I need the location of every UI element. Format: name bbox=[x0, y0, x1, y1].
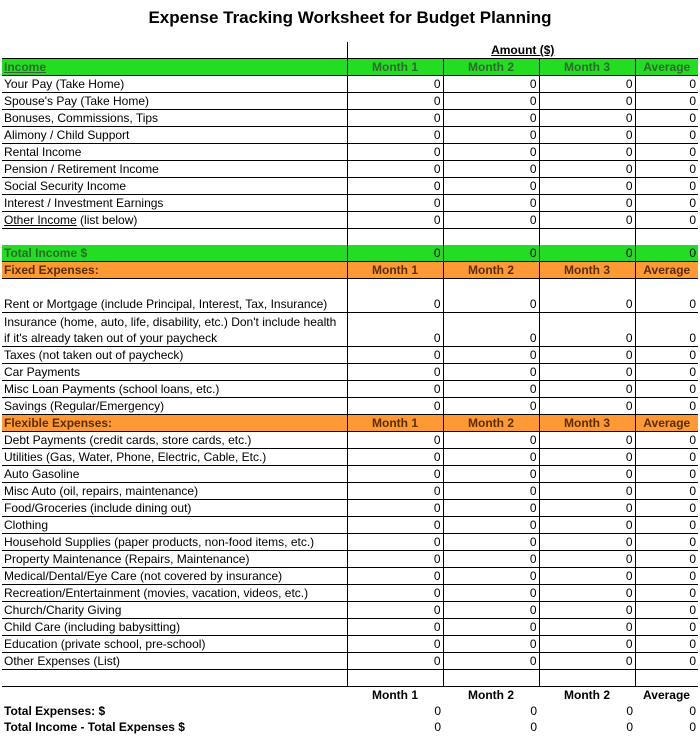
flexible-col-header: Average bbox=[635, 415, 698, 432]
summary-col-header: Month 2 bbox=[539, 687, 635, 704]
flexible-row-label: Medical/Dental/Eye Care (not covered by insurance) bbox=[2, 568, 347, 585]
income-value-cell[interactable]: 0 bbox=[539, 76, 635, 93]
flexible-value-cell[interactable]: 0 bbox=[443, 636, 539, 653]
fixed-value-cell[interactable]: 0 bbox=[347, 347, 443, 364]
flexible-value-cell[interactable]: 0 bbox=[443, 466, 539, 483]
income-value-cell[interactable]: 0 bbox=[443, 212, 539, 229]
income-row bbox=[2, 76, 698, 93]
flexible-value-cell[interactable]: 0 bbox=[347, 619, 443, 636]
income-value-cell[interactable]: 0 bbox=[443, 93, 539, 110]
flexible-value-cell[interactable]: 0 bbox=[443, 602, 539, 619]
fixed-row-label: Rent or Mortgage (include Principal, Interest, Tax, Insurance) bbox=[2, 279, 347, 313]
flexible-value-cell[interactable]: 0 bbox=[539, 432, 635, 449]
flexible-col-header: Month 2 bbox=[443, 415, 539, 432]
summary-col-header: Month 2 bbox=[443, 687, 539, 704]
income-value-cell[interactable]: 0 bbox=[539, 212, 635, 229]
flexible-row-label: Debt Payments (credit cards, store cards, etc.) bbox=[2, 432, 347, 449]
fixed-value-cell[interactable]: 0 bbox=[635, 398, 698, 415]
flexible-row-label: Child Care (including babysitting) bbox=[2, 619, 347, 636]
total-income-value: 0 bbox=[539, 245, 635, 262]
income-value-cell[interactable]: 0 bbox=[347, 178, 443, 195]
income-row bbox=[2, 110, 698, 127]
other-income-note: (list below) bbox=[76, 213, 138, 227]
income-value-cell[interactable]: 0 bbox=[443, 110, 539, 127]
blank-row bbox=[2, 670, 698, 687]
fixed-value-cell[interactable]: 0 bbox=[635, 381, 698, 398]
flexible-row bbox=[2, 500, 698, 517]
fixed-value-cell[interactable]: 0 bbox=[347, 398, 443, 415]
flexible-value-cell[interactable]: 0 bbox=[635, 466, 698, 483]
flexible-value-cell[interactable]: 0 bbox=[539, 653, 635, 670]
other-income-link: Other Income bbox=[4, 213, 77, 227]
flexible-value-cell[interactable]: 0 bbox=[539, 534, 635, 551]
flexible-value-cell[interactable]: 0 bbox=[635, 619, 698, 636]
flexible-row-label: Food/Groceries (include dining out) bbox=[2, 500, 347, 517]
flexible-value-cell[interactable]: 0 bbox=[443, 653, 539, 670]
flexible-value-cell[interactable]: 0 bbox=[539, 568, 635, 585]
fixed-header-row bbox=[2, 262, 698, 279]
income-row-label: Interest / Investment Earnings bbox=[2, 195, 347, 212]
flexible-value-cell[interactable]: 0 bbox=[539, 602, 635, 619]
income-value-cell[interactable]: 0 bbox=[539, 161, 635, 178]
flexible-value-cell[interactable]: 0 bbox=[539, 551, 635, 568]
flexible-value-cell[interactable]: 0 bbox=[347, 466, 443, 483]
flexible-value-cell[interactable]: 0 bbox=[443, 449, 539, 466]
spacer-cell bbox=[347, 670, 443, 687]
income-value-cell[interactable]: 0 bbox=[635, 93, 698, 110]
header-blank bbox=[2, 42, 347, 59]
income-row-label: Alimony / Child Support bbox=[2, 127, 347, 144]
fixed-col-header: Month 1 bbox=[347, 262, 443, 279]
flexible-value-cell[interactable]: 0 bbox=[539, 636, 635, 653]
flexible-value-cell[interactable]: 0 bbox=[539, 483, 635, 500]
amount-header: Amount ($) bbox=[347, 42, 698, 59]
income-value-cell[interactable]: 0 bbox=[539, 127, 635, 144]
income-header-row bbox=[2, 59, 698, 76]
spacer-cell bbox=[635, 229, 698, 246]
flexible-row-label: Utilities (Gas, Water, Phone, Electric, Cable, Etc.) bbox=[2, 449, 347, 466]
total-expenses-row bbox=[2, 703, 698, 719]
flexible-row-label: Recreation/Entertainment (movies, vacation, videos, etc.) bbox=[2, 585, 347, 602]
total-income-value: 0 bbox=[347, 245, 443, 262]
income-value-cell[interactable]: 0 bbox=[539, 144, 635, 161]
fixed-col-header: Month 2 bbox=[443, 262, 539, 279]
income-value-cell[interactable]: 0 bbox=[347, 110, 443, 127]
fixed-row bbox=[2, 313, 698, 347]
income-value-cell[interactable]: 0 bbox=[347, 212, 443, 229]
expense-table bbox=[2, 42, 698, 735]
flexible-value-cell[interactable]: 0 bbox=[635, 432, 698, 449]
summary-header-row bbox=[2, 687, 698, 704]
flexible-value-cell[interactable]: 0 bbox=[635, 500, 698, 517]
total-income-value: 0 bbox=[635, 245, 698, 262]
income-spacer-row bbox=[2, 229, 698, 246]
flexible-value-cell[interactable]: 0 bbox=[539, 619, 635, 636]
flexible-row bbox=[2, 534, 698, 551]
spacer-cell bbox=[2, 229, 347, 246]
fixed-value-cell[interactable]: 0 bbox=[539, 364, 635, 381]
net-value: 0 bbox=[434, 720, 441, 734]
flexible-value-cell[interactable]: 0 bbox=[443, 551, 539, 568]
income-row-label: Your Pay (Take Home) bbox=[2, 76, 347, 93]
fixed-row-label: Car Payments bbox=[2, 364, 347, 381]
net-value: 0 bbox=[626, 720, 633, 734]
flexible-row bbox=[2, 432, 698, 449]
fixed-row-label: Misc Loan Payments (school loans, etc.) bbox=[2, 381, 347, 398]
flexible-row-label: Household Supplies (paper products, non-food items, etc.) bbox=[2, 534, 347, 551]
income-value-cell[interactable]: 0 bbox=[539, 110, 635, 127]
fixed-row bbox=[2, 279, 698, 313]
flexible-row bbox=[2, 466, 698, 483]
income-row bbox=[2, 127, 698, 144]
flexible-row bbox=[2, 517, 698, 534]
fixed-row-label: Savings (Regular/Emergency) bbox=[2, 398, 347, 415]
income-row-label: Bonuses, Commissions, Tips bbox=[2, 110, 347, 127]
flexible-value-cell[interactable]: 0 bbox=[635, 636, 698, 653]
income-value-cell[interactable]: 0 bbox=[347, 195, 443, 212]
flexible-value-cell[interactable]: 0 bbox=[347, 568, 443, 585]
income-row bbox=[2, 178, 698, 195]
flexible-heading: Flexible Expenses: bbox=[2, 415, 347, 432]
page-title: Expense Tracking Worksheet for Budget Planning bbox=[148, 8, 552, 27]
flexible-row bbox=[2, 568, 698, 585]
flexible-row bbox=[2, 585, 698, 602]
flexible-value-cell[interactable]: 0 bbox=[635, 534, 698, 551]
flexible-value-cell[interactable]: 0 bbox=[347, 517, 443, 534]
flexible-value-cell[interactable]: 0 bbox=[347, 551, 443, 568]
other-income-label bbox=[2, 212, 347, 229]
income-value-cell[interactable]: 0 bbox=[443, 161, 539, 178]
flexible-row-label: Auto Gasoline bbox=[2, 466, 347, 483]
fixed-row-label: Taxes (not taken out of paycheck) bbox=[2, 347, 347, 364]
income-col-header: Average bbox=[635, 59, 698, 76]
flexible-row bbox=[2, 653, 698, 670]
spacer-cell bbox=[347, 229, 443, 246]
income-value-cell[interactable]: 0 bbox=[347, 127, 443, 144]
flexible-value-cell[interactable]: 0 bbox=[539, 449, 635, 466]
net-label: Total Income - Total Expenses $ bbox=[4, 720, 185, 734]
flexible-value-cell[interactable]: 0 bbox=[539, 466, 635, 483]
fixed-value-cell[interactable]: 0 bbox=[443, 381, 539, 398]
income-value-cell[interactable]: 0 bbox=[347, 93, 443, 110]
income-value-cell[interactable]: 0 bbox=[635, 76, 698, 93]
flexible-row bbox=[2, 551, 698, 568]
fixed-value-cell[interactable]: 0 bbox=[443, 364, 539, 381]
flexible-value-cell[interactable]: 0 bbox=[539, 585, 635, 602]
fixed-value-cell[interactable]: 0 bbox=[635, 313, 698, 347]
fixed-value-cell[interactable]: 0 bbox=[539, 398, 635, 415]
flexible-value-cell[interactable]: 0 bbox=[635, 568, 698, 585]
flexible-value-cell[interactable]: 0 bbox=[443, 500, 539, 517]
income-value-cell[interactable]: 0 bbox=[635, 178, 698, 195]
income-row bbox=[2, 93, 698, 110]
flexible-value-cell[interactable]: 0 bbox=[635, 483, 698, 500]
income-value-cell[interactable]: 0 bbox=[539, 178, 635, 195]
fixed-value-cell[interactable]: 0 bbox=[347, 381, 443, 398]
spacer-cell bbox=[443, 670, 539, 687]
net-row bbox=[2, 719, 698, 735]
income-row bbox=[2, 195, 698, 212]
income-value-cell[interactable]: 0 bbox=[635, 110, 698, 127]
net-value: 0 bbox=[689, 720, 697, 734]
flexible-value-cell[interactable]: 0 bbox=[635, 551, 698, 568]
income-col-header: Month 2 bbox=[443, 59, 539, 76]
fixed-value-cell[interactable]: 0 bbox=[539, 279, 635, 313]
flexible-row bbox=[2, 483, 698, 500]
total-expenses-label: Total Expenses: $ bbox=[4, 704, 106, 718]
fixed-row bbox=[2, 347, 698, 364]
fixed-value-cell[interactable]: 0 bbox=[443, 398, 539, 415]
income-value-cell[interactable]: 0 bbox=[443, 76, 539, 93]
flexible-value-cell[interactable]: 0 bbox=[443, 483, 539, 500]
flexible-value-cell[interactable]: 0 bbox=[635, 602, 698, 619]
fixed-value-cell[interactable]: 0 bbox=[443, 313, 539, 347]
fixed-row bbox=[2, 364, 698, 381]
income-value-cell[interactable]: 0 bbox=[635, 212, 698, 229]
spacer-cell bbox=[635, 670, 698, 687]
flexible-row bbox=[2, 636, 698, 653]
income-row-label: Social Security Income bbox=[2, 178, 347, 195]
income-value-cell[interactable]: 0 bbox=[347, 161, 443, 178]
income-value-cell[interactable]: 0 bbox=[635, 195, 698, 212]
fixed-value-cell[interactable]: 0 bbox=[347, 313, 443, 347]
flexible-value-cell[interactable]: 0 bbox=[443, 619, 539, 636]
total-expenses-value: 0 bbox=[434, 704, 441, 718]
flexible-row-label: Church/Charity Giving bbox=[2, 602, 347, 619]
flexible-header-row bbox=[2, 415, 698, 432]
income-value-cell[interactable]: 0 bbox=[443, 195, 539, 212]
spacer-cell bbox=[2, 670, 347, 687]
flexible-value-cell[interactable]: 0 bbox=[539, 517, 635, 534]
spacer-cell bbox=[539, 670, 635, 687]
income-row bbox=[2, 161, 698, 178]
income-row-label: Rental Income bbox=[2, 144, 347, 161]
fixed-row-label: Insurance (home, auto, life, disability, etc.) Don't include health if it's already taken out of your paycheck bbox=[2, 313, 347, 347]
fixed-value-cell[interactable]: 0 bbox=[347, 364, 443, 381]
fixed-value-cell[interactable]: 0 bbox=[443, 279, 539, 313]
income-value-cell[interactable]: 0 bbox=[635, 127, 698, 144]
net-value: 0 bbox=[530, 720, 537, 734]
fixed-row bbox=[2, 398, 698, 415]
total-expenses-value: 0 bbox=[689, 704, 697, 718]
flexible-row-label: Education (private school, pre-school) bbox=[2, 636, 347, 653]
income-row-label: Spouse's Pay (Take Home) bbox=[2, 93, 347, 110]
amount-header-row bbox=[2, 42, 698, 59]
flexible-value-cell[interactable]: 0 bbox=[443, 585, 539, 602]
flexible-row-label: Clothing bbox=[2, 517, 347, 534]
flexible-value-cell[interactable]: 0 bbox=[347, 483, 443, 500]
fixed-col-header: Average bbox=[635, 262, 698, 279]
income-heading: Income bbox=[2, 59, 347, 76]
fixed-value-cell[interactable]: 0 bbox=[635, 364, 698, 381]
income-value-cell[interactable]: 0 bbox=[539, 93, 635, 110]
flexible-row bbox=[2, 602, 698, 619]
total-expenses-value: 0 bbox=[626, 704, 633, 718]
flexible-value-cell[interactable]: 0 bbox=[347, 449, 443, 466]
flexible-col-header: Month 3 bbox=[539, 415, 635, 432]
flexible-value-cell[interactable]: 0 bbox=[347, 534, 443, 551]
income-value-cell[interactable]: 0 bbox=[635, 161, 698, 178]
flexible-value-cell[interactable]: 0 bbox=[635, 653, 698, 670]
flexible-value-cell[interactable]: 0 bbox=[443, 568, 539, 585]
spacer-cell bbox=[443, 229, 539, 246]
summary-col-header: Average bbox=[635, 687, 698, 704]
total-income-label: Total Income $ bbox=[2, 245, 347, 262]
income-col-header: Month 1 bbox=[347, 59, 443, 76]
income-value-cell[interactable]: 0 bbox=[443, 178, 539, 195]
expense-grid bbox=[2, 42, 698, 735]
fixed-value-cell[interactable]: 0 bbox=[539, 313, 635, 347]
flexible-value-cell[interactable]: 0 bbox=[347, 602, 443, 619]
total-expenses-value: 0 bbox=[530, 704, 537, 718]
flexible-row-label: Property Maintenance (Repairs, Maintenance) bbox=[2, 551, 347, 568]
flexible-value-cell[interactable]: 0 bbox=[635, 449, 698, 466]
flexible-value-cell[interactable]: 0 bbox=[443, 517, 539, 534]
income-row-other bbox=[2, 212, 698, 229]
income-value-cell[interactable]: 0 bbox=[539, 195, 635, 212]
fixed-value-cell[interactable]: 0 bbox=[635, 347, 698, 364]
flexible-value-cell[interactable]: 0 bbox=[347, 585, 443, 602]
flexible-value-cell[interactable]: 0 bbox=[443, 534, 539, 551]
flexible-value-cell[interactable]: 0 bbox=[347, 653, 443, 670]
flexible-row-label: Misc Auto (oil, repairs, maintenance) bbox=[2, 483, 347, 500]
fixed-value-cell[interactable]: 0 bbox=[539, 381, 635, 398]
fixed-value-cell[interactable]: 0 bbox=[347, 279, 443, 313]
flexible-value-cell[interactable]: 0 bbox=[539, 500, 635, 517]
fixed-value-cell[interactable]: 0 bbox=[635, 279, 698, 313]
flexible-value-cell[interactable]: 0 bbox=[443, 432, 539, 449]
fixed-heading: Fixed Expenses: bbox=[2, 262, 347, 279]
income-value-cell[interactable]: 0 bbox=[635, 144, 698, 161]
income-value-cell[interactable]: 0 bbox=[347, 76, 443, 93]
income-col-header: Month 3 bbox=[539, 59, 635, 76]
flexible-row bbox=[2, 619, 698, 636]
income-value-cell[interactable]: 0 bbox=[443, 144, 539, 161]
spacer-cell bbox=[539, 229, 635, 246]
fixed-col-header: Month 3 bbox=[539, 262, 635, 279]
fixed-row bbox=[2, 381, 698, 398]
total-income-row bbox=[2, 245, 698, 262]
flexible-value-cell[interactable]: 0 bbox=[635, 517, 698, 534]
flexible-value-cell[interactable]: 0 bbox=[635, 585, 698, 602]
flexible-value-cell[interactable]: 0 bbox=[347, 432, 443, 449]
income-value-cell[interactable]: 0 bbox=[443, 127, 539, 144]
total-income-value: 0 bbox=[443, 245, 539, 262]
flexible-value-cell[interactable]: 0 bbox=[347, 636, 443, 653]
income-row bbox=[2, 144, 698, 161]
summary-header-blank bbox=[2, 687, 347, 704]
flexible-row-label: Other Expenses (List) bbox=[2, 653, 347, 670]
income-row-label: Pension / Retirement Income bbox=[2, 161, 347, 178]
summary-col-header: Month 1 bbox=[347, 687, 443, 704]
fixed-value-cell[interactable]: 0 bbox=[443, 347, 539, 364]
income-value-cell[interactable]: 0 bbox=[347, 144, 443, 161]
flexible-col-header: Month 1 bbox=[347, 415, 443, 432]
fixed-value-cell[interactable]: 0 bbox=[539, 347, 635, 364]
flexible-value-cell[interactable]: 0 bbox=[347, 500, 443, 517]
flexible-row bbox=[2, 449, 698, 466]
